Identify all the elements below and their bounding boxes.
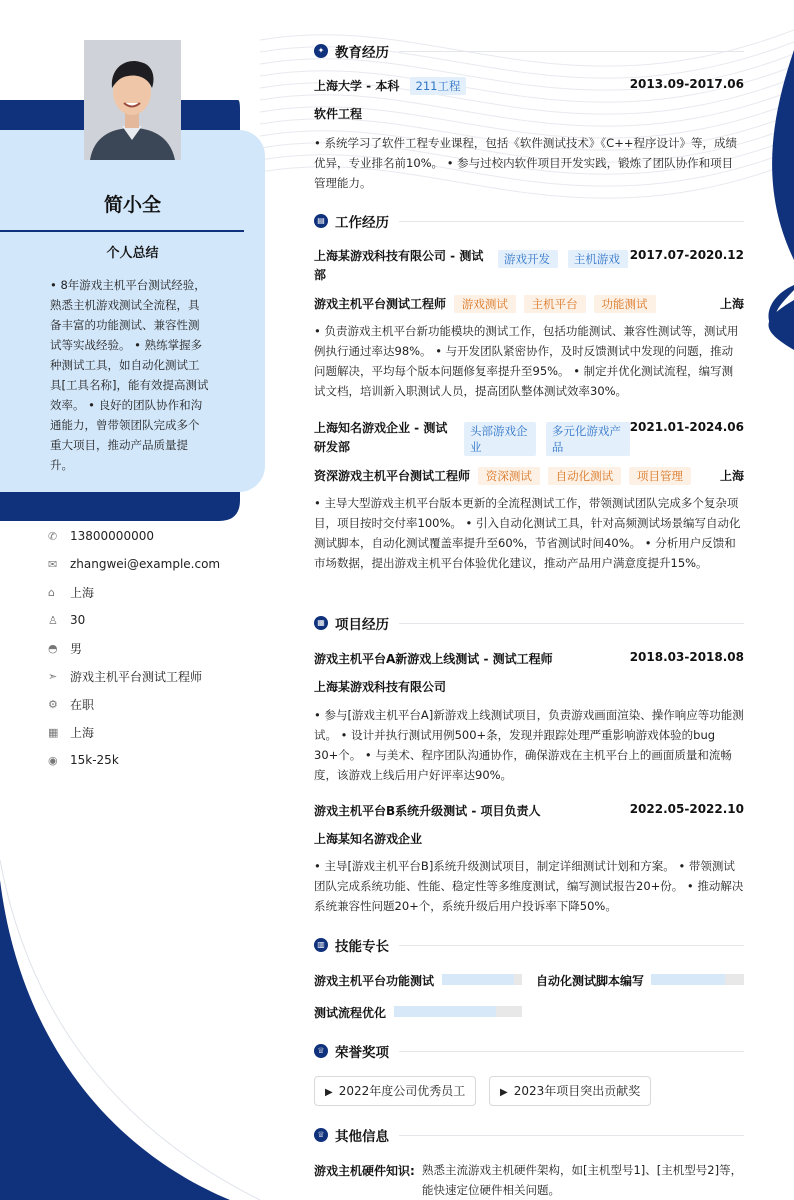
contact-value: zhangwei@example.com bbox=[70, 557, 221, 571]
city-icon: ▦ bbox=[48, 725, 59, 739]
skill-tag: 功能测试 bbox=[594, 295, 656, 313]
summary-text: • 8年游戏主机平台测试经验，熟悉主机游戏测试全流程，具备丰富的功能测试、兼容性测试等实战经验。 • 熟练掌握多种测试工具，如自动化测试工具[工具名称]，能有效提高测试效率。 • 良好的团队协作和沟通能力，曾带领团队完成多个重大项目，推动产品质量提升。 bbox=[50, 278, 209, 472]
skill-tag: 游戏测试 bbox=[454, 295, 516, 313]
play-icon: ▶ bbox=[500, 1087, 508, 1098]
contact-value: 游戏主机平台测试工程师 bbox=[70, 669, 203, 684]
grid-icon: ▦ bbox=[314, 616, 328, 630]
skill-level-bar bbox=[442, 974, 522, 985]
job-role-row bbox=[314, 467, 744, 485]
contact-value: 上海 bbox=[70, 725, 95, 740]
education-major: 软件工程 bbox=[314, 107, 363, 121]
project-title: 游戏主机平台B系统升级测试 - 项目负责人 bbox=[314, 804, 541, 818]
job-date: 2021.01-2024.06 bbox=[629, 420, 744, 434]
job-city: 上海 bbox=[719, 469, 744, 483]
contact-value: 男 bbox=[70, 641, 83, 656]
avatar-photo bbox=[84, 40, 181, 160]
contact-item bbox=[48, 634, 220, 662]
graduation-cap-icon: ✦ bbox=[314, 44, 328, 58]
gender-icon: ◓ bbox=[48, 641, 58, 655]
contact-item bbox=[48, 578, 220, 606]
contact-item bbox=[48, 690, 220, 718]
education-title: 教育经历 bbox=[335, 45, 389, 61]
projects-title: 项目经历 bbox=[335, 617, 389, 633]
skill-level-bar bbox=[651, 974, 744, 985]
contact-item bbox=[48, 550, 220, 578]
award-label: 2022年度公司优秀员工 bbox=[338, 1084, 466, 1098]
candidate-name: 简小全 bbox=[103, 194, 161, 216]
awards-title: 荣誉奖项 bbox=[335, 1045, 389, 1061]
section-divider bbox=[399, 1051, 744, 1052]
job-tag: 头部游戏企业 bbox=[464, 422, 536, 456]
section-divider bbox=[399, 51, 744, 52]
other-section-header bbox=[314, 1125, 744, 1145]
education-date: 2013.09-2017.06 bbox=[629, 77, 744, 91]
project-description: • 主导[游戏主机平台B]系统升级测试项目，制定详细测试计划和方案。 • 带领测试团队完成系统功能、性能、稳定性等多维度测试，编写测试报告20+份。 • 推动解决系统兼容性问题20+个，系统升级后用户投诉率下降50%。 bbox=[314, 859, 744, 913]
skill-level-fill bbox=[442, 974, 514, 985]
skill-tag: 资深测试 bbox=[478, 467, 540, 485]
contact-value: 15k-25k bbox=[70, 753, 119, 767]
contact-item bbox=[48, 522, 220, 550]
project-date: 2018.03-2018.08 bbox=[629, 650, 744, 664]
education-section-header bbox=[314, 41, 744, 61]
contact-item bbox=[48, 662, 220, 690]
work-title: 工作经历 bbox=[335, 215, 389, 231]
skill-name: 测试流程优化 bbox=[314, 1006, 387, 1020]
job-role-row bbox=[314, 295, 744, 313]
section-divider bbox=[399, 221, 744, 222]
award-label: 2023年项目突出贡献奖 bbox=[513, 1084, 641, 1098]
play-icon: ▶ bbox=[325, 1087, 333, 1098]
job-tag: 主机游戏 bbox=[568, 250, 628, 268]
project-date: 2022.05-2022.10 bbox=[629, 802, 744, 816]
contact-list bbox=[48, 522, 220, 774]
project-title: 游戏主机平台A新游戏上线测试 - 测试工程师 bbox=[314, 652, 553, 666]
awards-section-header bbox=[314, 1041, 744, 1061]
award-icon: ♕ bbox=[314, 1044, 328, 1058]
education-school-row bbox=[314, 77, 744, 95]
age-icon: ♙ bbox=[48, 613, 58, 627]
job-tag: 游戏开发 bbox=[498, 250, 558, 268]
home-icon: ⌂ bbox=[48, 585, 55, 599]
job-city: 上海 bbox=[719, 297, 744, 311]
other-value: 熟悉主流游戏主机硬件架构，如[主机型号1]、[主机型号2]等，能快速定位硬件相关问题。 bbox=[422, 1163, 743, 1197]
skill-level-fill bbox=[394, 1006, 496, 1017]
skill-tag: 自动化测试 bbox=[548, 467, 622, 485]
other-title: 其他信息 bbox=[335, 1129, 389, 1145]
other-label: 游戏主机硬件知识: bbox=[314, 1164, 415, 1178]
skill-level-bar bbox=[394, 1006, 522, 1017]
projects-section-header bbox=[314, 613, 744, 633]
section-divider bbox=[399, 1135, 744, 1136]
job-tags bbox=[498, 250, 638, 268]
project-description: • 参与[游戏主机平台A]新游戏上线测试项目，负责游戏画面渲染、操作响应等功能测试。 • 设计并执行测试用例500+条，发现并跟踪处理严重影响游戏体验的bug 30+个。 • 与美术、程序团队沟通协作，确保游戏在主机平台上的画面质量和流畅度，该游戏上线后用户好评率达90%。 bbox=[314, 708, 744, 782]
job-tags bbox=[464, 422, 634, 456]
award-item bbox=[489, 1076, 651, 1106]
job-description: • 主导大型游戏主机平台版本更新的全流程测试工作，带领测试团队完成多个复杂项目，项目按时交付率100%。 • 引入自动化测试工具，针对高频测试场景编写自动化测试脚本，自动化测试覆盖率提升至60%，节省测试时间40%。 • 分析用户反馈和市场数据，提出游戏主机平台体验优化建议，推动产品用户满意度提升15%。 bbox=[314, 496, 741, 570]
info-icon: ♕ bbox=[314, 1128, 328, 1142]
job-tag: 多元化游戏产品 bbox=[546, 422, 630, 456]
status-icon: ⚙ bbox=[48, 697, 58, 711]
job-description: • 负责游戏主机平台新功能模块的测试工作，包括功能测试、兼容性测试等，测试用例执行通过率达98%。 • 与开发团队紧密协作，及时反馈测试中发现的问题，推动问题解决，平均每个版本问题修复率提升至95%。 • 制定并优化测试流程，编写测试文档，培训新入职测试人员，提高团队整体测试效率30%。 bbox=[314, 324, 739, 398]
job-company: 上海某游戏科技有限公司 - 测试部 bbox=[314, 249, 484, 282]
section-divider bbox=[399, 623, 744, 624]
project-name bbox=[314, 650, 744, 667]
school-tag: 211工程 bbox=[410, 77, 467, 95]
skill-tag: 主机平台 bbox=[524, 295, 586, 313]
skill-tag: 项目管理 bbox=[629, 467, 691, 485]
skill-name: 游戏主机平台功能测试 bbox=[314, 974, 435, 988]
education-description: • 系统学习了软件工程专业课程，包括《软件测试技术》《C++程序设计》等，成绩优异，专业排名前10%。 • 参与过校内软件项目开发实践，锻炼了团队协作和项目管理能力。 bbox=[314, 136, 737, 190]
school-name: 上海大学 - 本科 bbox=[314, 79, 400, 93]
briefcase-icon: ▤ bbox=[314, 214, 328, 228]
work-section-header bbox=[314, 211, 744, 231]
contact-item bbox=[48, 718, 220, 746]
skill-name: 自动化测试脚本编写 bbox=[536, 974, 645, 988]
project-company: 上海某知名游戏企业 bbox=[314, 832, 423, 846]
contact-value: 13800000000 bbox=[70, 529, 154, 543]
bar-chart-icon: ▥ bbox=[314, 938, 328, 952]
contact-value: 上海 bbox=[70, 585, 95, 600]
job-date: 2017.07-2020.12 bbox=[629, 248, 744, 262]
skills-title: 技能专长 bbox=[335, 939, 389, 955]
send-icon: ➣ bbox=[48, 669, 58, 683]
summary-title: 个人总结 bbox=[106, 246, 159, 261]
award-item bbox=[314, 1076, 476, 1106]
job-role: 游戏主机平台测试工程师 bbox=[314, 297, 447, 311]
contact-value: 30 bbox=[70, 613, 86, 627]
contact-item bbox=[48, 746, 220, 774]
project-company: 上海某游戏科技有限公司 bbox=[314, 680, 447, 694]
job-company: 上海知名游戏企业 - 测试研发部 bbox=[314, 421, 448, 454]
skill-level-fill bbox=[651, 974, 725, 985]
skills-section-header bbox=[314, 935, 744, 955]
contact-item bbox=[48, 606, 220, 634]
name-underline bbox=[0, 230, 244, 232]
salary-icon: ◉ bbox=[48, 753, 58, 767]
project-name bbox=[314, 802, 744, 819]
contact-value: 在职 bbox=[70, 697, 95, 712]
phone-icon: ✆ bbox=[48, 529, 58, 543]
mail-icon: ✉ bbox=[48, 557, 58, 571]
section-divider bbox=[399, 945, 744, 946]
job-role: 资深游戏主机平台测试工程师 bbox=[314, 469, 471, 483]
